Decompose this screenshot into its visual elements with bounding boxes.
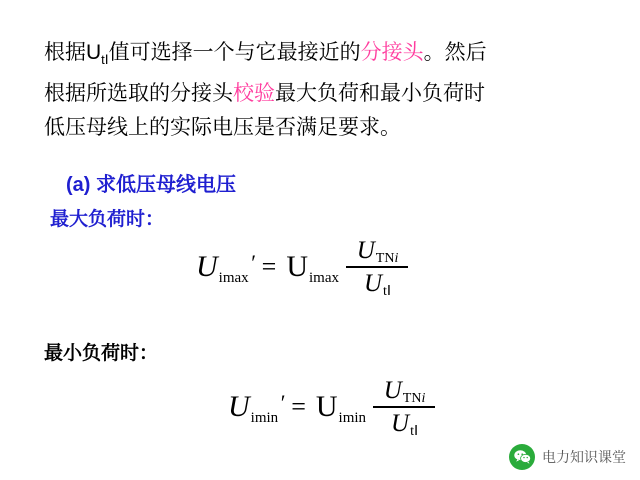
formula-min-numerator xyxy=(378,378,431,406)
paragraph-line-2 xyxy=(44,77,600,111)
formula-min-equals: = xyxy=(291,392,306,421)
formula-max-denominator xyxy=(358,268,396,299)
formula-min-num-var: U xyxy=(383,377,402,404)
paragraph-subscript-1: tⅠ xyxy=(101,52,109,68)
formula-min-rhs-sub: imin xyxy=(338,410,367,426)
formula-min-load xyxy=(228,377,435,439)
formula-max-load xyxy=(196,237,408,299)
highlight-tap-changer: 分接头 xyxy=(360,41,424,64)
highlight-verify: 校验 xyxy=(233,82,275,106)
paragraph-text-1a: 根据U xyxy=(44,41,102,64)
formula-min-lhs-prime: ′ xyxy=(279,390,285,415)
formula-min-lhs xyxy=(228,390,285,426)
subheading-min-load: 最小负荷时： xyxy=(44,343,159,364)
section-heading-a: (a) 求低压母线电压 xyxy=(66,174,236,196)
formula-max-rhs xyxy=(286,250,340,286)
formula-min-den-var: U xyxy=(391,410,410,437)
formula-max-rhs-var: U xyxy=(286,250,309,283)
formula-max-den-var: U xyxy=(363,270,383,297)
formula-max-lhs xyxy=(196,250,255,286)
formula-max-num-sub: TN xyxy=(375,251,395,266)
formula-max-lhs-prime: ′ xyxy=(249,250,255,275)
formula-min-fraction xyxy=(373,377,435,439)
formula-min-num-sub: TN xyxy=(402,391,422,406)
intro-paragraph xyxy=(44,36,600,145)
paragraph-text-1b: 值可选择一个与它最接近的 xyxy=(108,41,361,64)
paragraph-line-1 xyxy=(44,36,600,77)
formula-max-den-sub: tⅠ xyxy=(383,284,392,299)
formula-min-num-sub-index: i xyxy=(421,391,426,406)
subheading-max-load: 最大负荷时： xyxy=(50,209,165,230)
formula-min-rhs xyxy=(315,390,367,426)
paragraph-line-3: 低压母线上的实际电压是否满足要求。 xyxy=(44,116,401,140)
watermark xyxy=(509,444,626,470)
formula-max-num-var: U xyxy=(356,237,375,264)
watermark-label: 电力知识课堂 xyxy=(542,449,626,465)
formula-min-lhs-sub: imin xyxy=(250,410,279,426)
paragraph-text-2b: 最大负荷和最小负荷时 xyxy=(275,82,485,106)
formula-min-rhs-var: U xyxy=(315,390,338,423)
formula-max-lhs-sub: imax xyxy=(218,270,249,286)
formula-max-num-sub-index: i xyxy=(394,251,399,266)
paragraph-text-1c: 。然后 xyxy=(423,41,487,64)
wechat-logo-icon xyxy=(509,444,535,470)
formula-max-fraction xyxy=(346,237,408,299)
formula-max-numerator xyxy=(351,238,404,266)
formula-min-den-sub: tⅠ xyxy=(410,424,419,439)
formula-max-lhs-var: U xyxy=(196,250,218,283)
formula-max-equals: = xyxy=(261,252,277,281)
formula-min-denominator xyxy=(385,408,423,439)
formula-min-lhs-var: U xyxy=(228,390,250,423)
paragraph-text-2a: 根据所选取的分接头 xyxy=(44,82,233,106)
formula-max-rhs-sub: imax xyxy=(309,270,340,286)
